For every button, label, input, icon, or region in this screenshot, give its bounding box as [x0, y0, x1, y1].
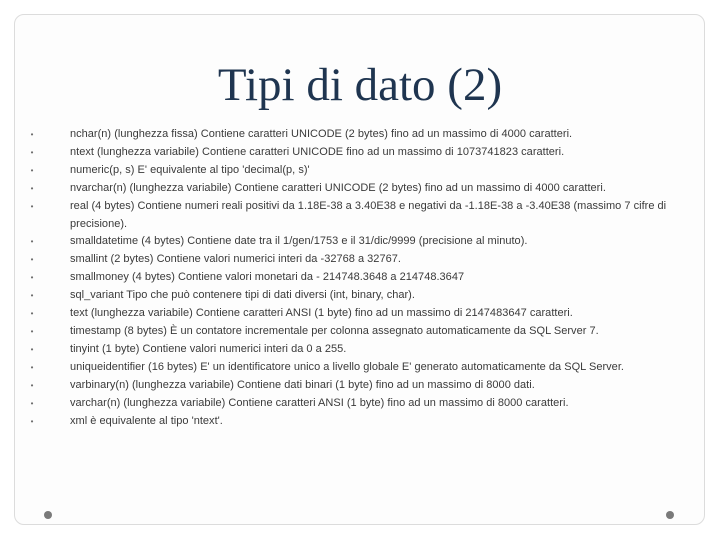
list-item [28, 341, 688, 359]
list-item [28, 413, 688, 431]
list-item [28, 359, 688, 377]
list-item [28, 287, 688, 305]
list-item-text: nchar(n) (lunghezza fissa) Contiene caratteri UNICODE (2 bytes) fino ad un massimo di 4000 caratteri. [70, 128, 573, 140]
bullet-icon: • [30, 398, 34, 408]
bullet-icon: • [30, 309, 34, 319]
list-item-text: xml è equivalente al tipo 'ntext'. [70, 414, 223, 427]
bullet-icon: • [30, 130, 34, 139]
bullet-icon: • [30, 255, 34, 265]
list-item [28, 180, 688, 198]
list-item-text: ntext (lunghezza variabile) Contiene caratteri UNICODE fino ad un massimo di 1073741823 caratteri. [70, 145, 565, 158]
list-item-text: numeric(p, s) E' equivalente al tipo 'decimal(p, s)' [70, 163, 310, 176]
list-item-text: real (4 bytes) Contiene numeri reali positivi da 1.18E-38 a 3.40E38 e negativi da -1.18E-38 a -3.40E38 (massimo 7 cifre di precisione). [70, 199, 667, 230]
list-item [28, 233, 688, 251]
list-item-text: varbinary(n) (lunghezza variabile) Contiene dati binari (1 byte) fino ad un massimo di 8000 dati. [70, 378, 535, 391]
list-item [28, 144, 688, 162]
list-item [28, 305, 688, 323]
list-item [28, 395, 688, 413]
bullet-icon: • [30, 183, 34, 193]
list-item [28, 377, 688, 395]
list-item [28, 323, 688, 341]
corner-dot-icon [44, 511, 52, 519]
list-item [28, 251, 688, 269]
bullet-icon: • [30, 165, 34, 175]
list-item [28, 198, 688, 234]
bullet-icon: • [30, 362, 34, 372]
list-item-text: nvarchar(n) (lunghezza variabile) Contiene caratteri UNICODE (2 bytes) fino ad un massimo di 4000 caratteri. [70, 181, 606, 194]
list-item [28, 162, 688, 180]
bullet-icon: • [30, 344, 34, 354]
bullet-icon: • [30, 147, 34, 157]
list-item-text: varchar(n) (lunghezza variabile) Contiene caratteri ANSI (1 byte) fino ad un massimo di 8000 caratteri. [70, 396, 569, 409]
bullet-list [28, 126, 688, 430]
bullet-icon: • [30, 273, 34, 283]
bullet-icon: • [30, 237, 34, 247]
list-item-text: tinyint (1 byte) Contiene valori numerici interi da 0 a 255. [70, 342, 347, 355]
list-item-text: smallint (2 bytes) Contiene valori numerici interi da -32768 a 32767. [70, 253, 401, 266]
bullet-icon: • [30, 416, 34, 426]
bullet-icon: • [30, 201, 34, 211]
bullet-icon: • [30, 291, 34, 301]
list-item-text: uniqueidentifier (16 bytes) E' un identificatore unico a livello globale E' generato automaticamente da SQL Server. [70, 360, 624, 373]
slide-title: Tipi di dato (2) [217, 59, 503, 111]
bullet-icon: • [30, 380, 34, 390]
bullet-icon: • [30, 326, 34, 336]
list-item-text: text (lunghezza variabile) Contiene caratteri ANSI (1 byte) fino ad un massimo di 2147483647 caratteri. [70, 307, 573, 320]
corner-dot-icon [666, 511, 674, 519]
list-item [28, 269, 688, 287]
list-item-text: smalldatetime (4 bytes) Contiene date tra il 1/gen/1753 e il 31/dic/9999 (precisione al minuto). [70, 235, 528, 248]
list-item-text: timestamp (8 bytes) È un contatore incrementale per colonna assegnato automaticamente da SQL Server 7. [70, 324, 599, 337]
list-item-text: sql_variant Tipo che può contenere tipi di dati diversi (int, binary, char). [70, 289, 415, 302]
list-item [28, 126, 688, 144]
list-item-text: smallmoney (4 bytes) Contiene valori monetari da - 214748.3648 a 214748.3647 [70, 271, 465, 284]
